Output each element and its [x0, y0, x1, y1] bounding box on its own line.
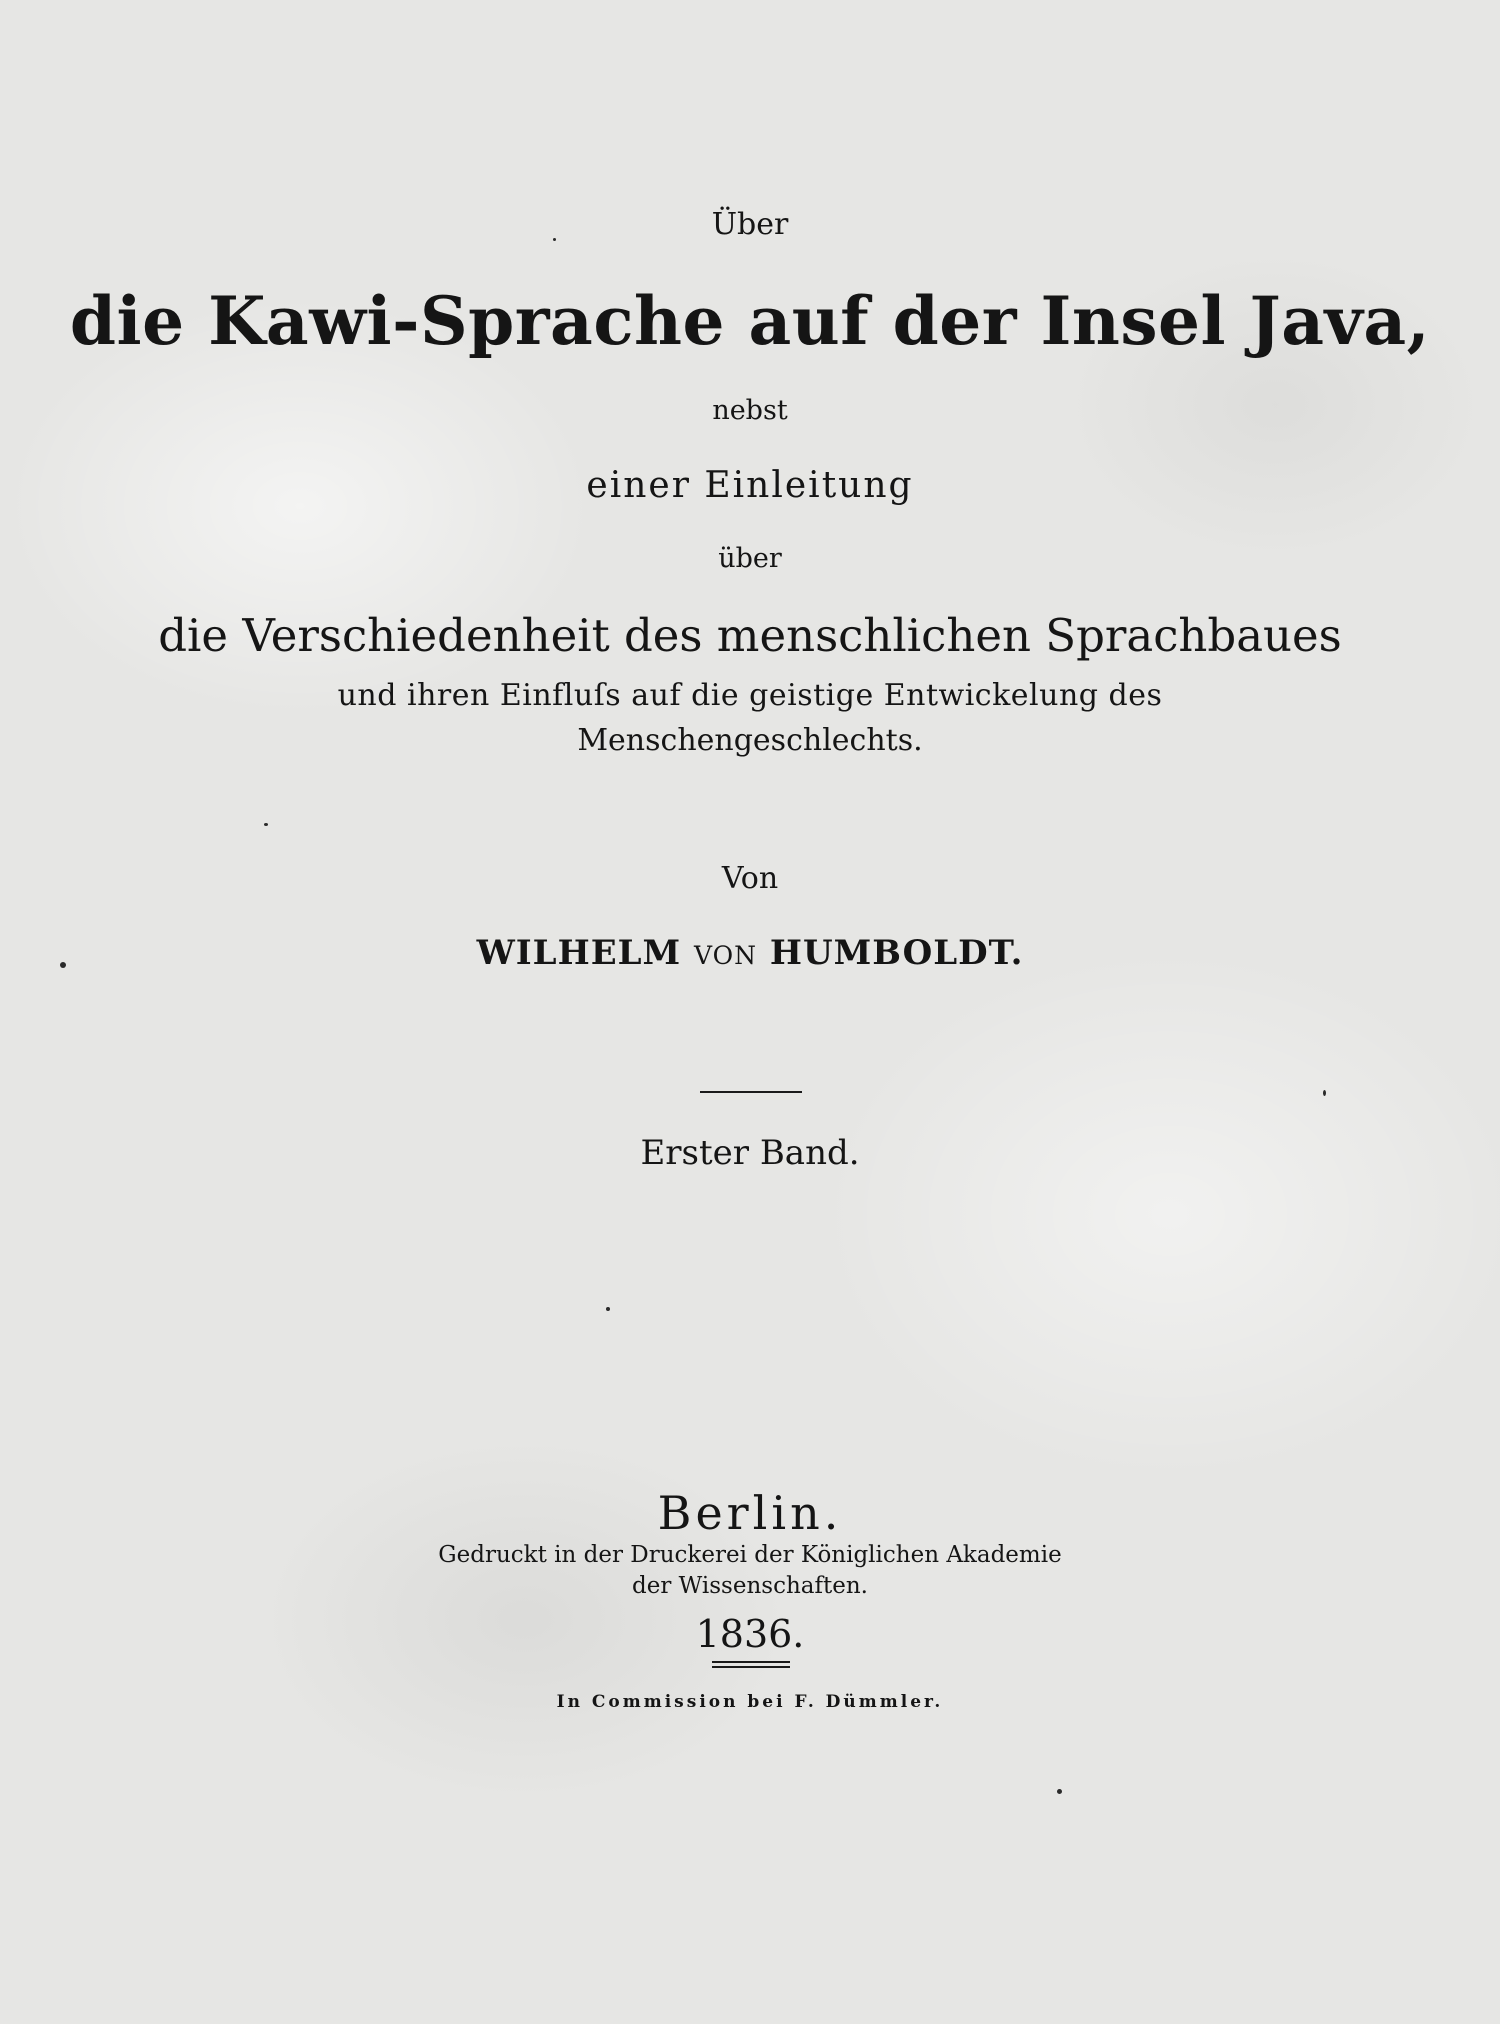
- publication-year: 1836.: [695, 1612, 805, 1656]
- author-name: [0, 933, 1500, 973]
- paper-speck: [606, 1307, 610, 1311]
- year-double-rule-bottom: [712, 1666, 790, 1668]
- topic-end: Menschengeschlechts.: [577, 723, 923, 758]
- connector-ueber: über: [718, 543, 782, 574]
- printer-line-1: Gedruckt in der Druckerei der Königlichen Akademie: [438, 1542, 1062, 1568]
- paper-speck: [1323, 1090, 1326, 1096]
- connector-nebst: nebst: [712, 395, 788, 426]
- main-title: die Kawi-Sprache auf der Insel Java,: [69, 282, 1431, 360]
- topic-continued: und ihren Einfluſs auf die geistige Entwickelung des: [337, 678, 1163, 713]
- topic-heading: die Verschiedenheit des menschlichen Sprachbaues: [158, 609, 1342, 662]
- paper-speck: [60, 962, 66, 968]
- author-first-name: WILHELM: [476, 933, 682, 973]
- paper-speck: [553, 238, 556, 241]
- volume-label: Erster Band.: [640, 1133, 860, 1173]
- publication-city: Berlin.: [657, 1486, 843, 1540]
- commission-note: In Commission bei F. Dümmler.: [556, 1692, 944, 1712]
- author-last-name: HUMBOLDT.: [769, 933, 1024, 973]
- printer-line-2: der Wissenschaften.: [632, 1573, 868, 1599]
- author-particle: VON: [694, 941, 758, 970]
- by-line: Von: [721, 861, 779, 896]
- divider-rule: [700, 1091, 802, 1093]
- paper-speck: [1057, 1789, 1062, 1794]
- intro-word: Über: [711, 207, 789, 242]
- paper-speck: [264, 823, 268, 826]
- year-double-rule-top: [712, 1661, 790, 1663]
- subtitle-einleitung: einer Einleitung: [586, 465, 914, 506]
